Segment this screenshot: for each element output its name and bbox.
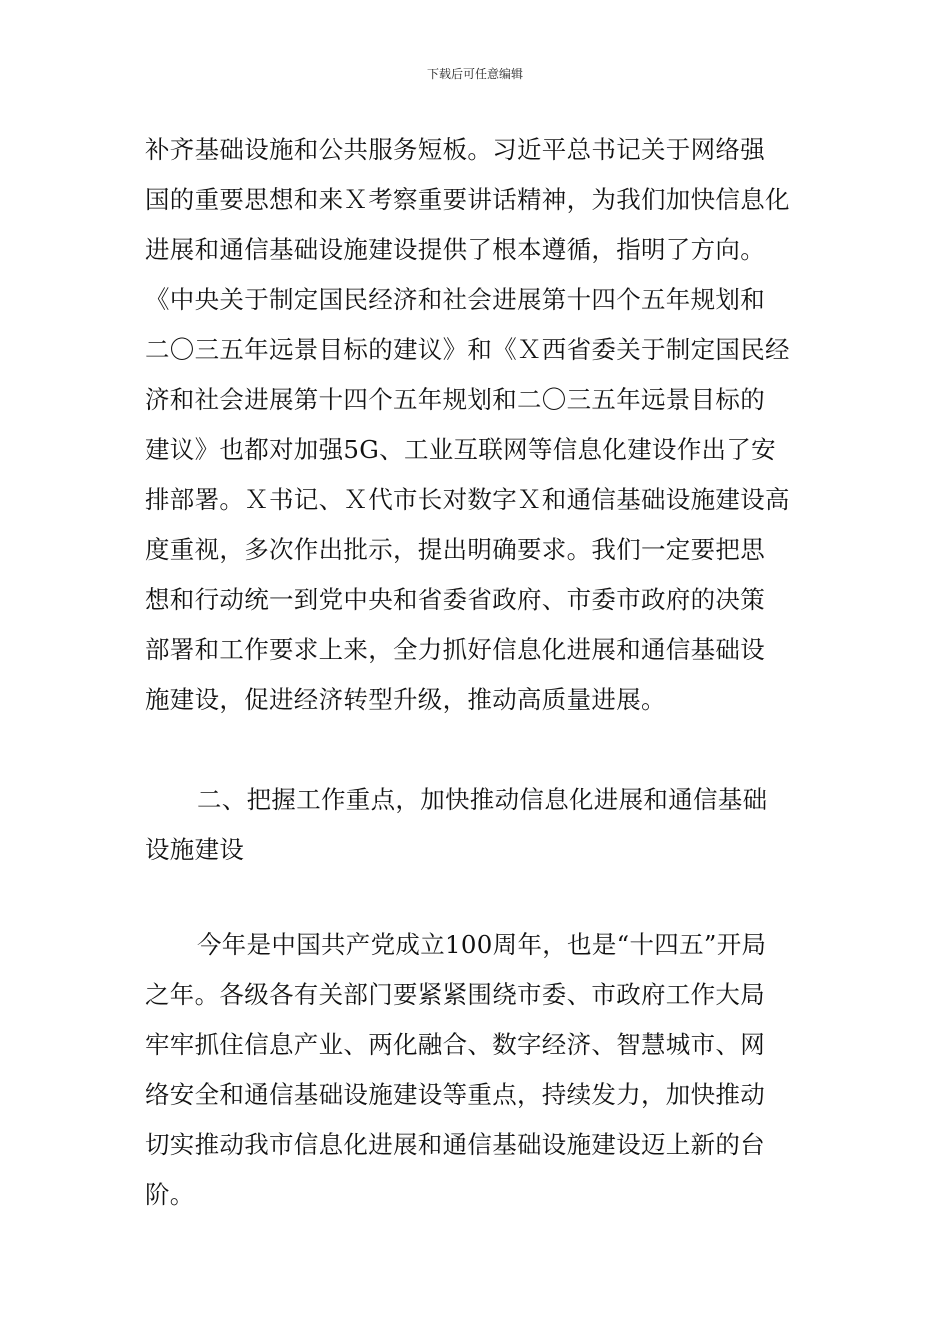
text-line: 补齐基础设施和公共服务短板。习近平总书记关于网络强 (145, 135, 765, 164)
text-line: 想和行动统一到党中央和省委省政府、市委市政府的决策 (145, 585, 765, 614)
page-header: 下载后可任意编辑 (426, 67, 523, 81)
text-line: 二〇三五年远景目标的建议》和《Ｘ西省委关于制定国民经 (145, 335, 790, 364)
text-line: 部署和工作要求上来，全力抓好信息化进展和通信基础设 (145, 635, 765, 664)
text-line: 济和社会进展第十四个五年规划和二〇三五年远景目标的 (145, 385, 765, 414)
text-line: 度重视，多次作出批示，提出明确要求。我们一定要把思 (145, 535, 765, 564)
text-line: 今年是中国共产党成立100周年，也是“十四五”开局 (197, 930, 767, 959)
text-line: 络安全和通信基础设施建设等重点，持续发力，加快推动 (145, 1080, 765, 1109)
text-line: 排部署。Ｘ书记、Ｘ代市长对数字Ｘ和通信基础设施建设高 (145, 485, 790, 514)
text-line: 施建设，促进经济转型升级，推动高质量进展。 (145, 685, 666, 714)
text-line: 建议》也都对加强5G、工业互联网等信息化建设作出了安 (145, 435, 776, 464)
text-line: 之年。各级各有关部门要紧紧围绕市委、市政府工作大局 (145, 980, 765, 1009)
text-line: 牢牢抓住信息产业、两化融合、数字经济、智慧城市、网 (145, 1030, 765, 1059)
text-line: 切实推动我市信息化进展和通信基础设施建设迈上新的台 (145, 1130, 765, 1159)
body-paragraph-3 (145, 920, 815, 1220)
section-heading (145, 775, 815, 875)
heading-line: 设施建设 (145, 835, 245, 864)
text-line: 国的重要思想和来Ｘ考察重要讲话精神，为我们加快信息化 (145, 185, 790, 214)
text-line: 进展和通信基础设施建设提供了根本遵循，指明了方向。 (145, 235, 765, 264)
body-paragraph-1 (145, 125, 815, 725)
heading-line: 二、把握工作重点，加快推动信息化进展和通信基础 (197, 785, 768, 814)
text-line: 《中央关于制定国民经济和社会进展第十四个五年规划和 (145, 285, 765, 314)
text-line: 阶。 (145, 1180, 195, 1209)
